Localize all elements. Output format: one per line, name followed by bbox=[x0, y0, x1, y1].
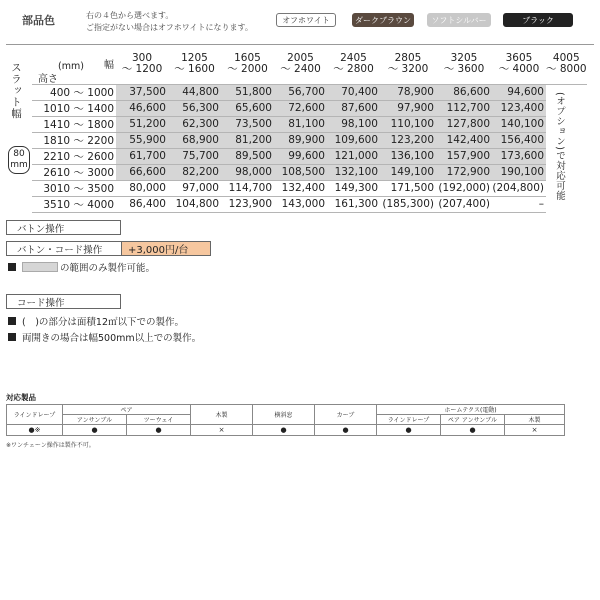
price-table-body bbox=[6, 84, 587, 212]
price-cell: 157,900 bbox=[436, 148, 492, 164]
price-cell: 62,300 bbox=[168, 116, 221, 132]
baton-section-title: バトン操作 bbox=[6, 220, 121, 235]
row-height-label: 2610 ～ 3000 bbox=[32, 164, 116, 180]
price-cell: 97,000 bbox=[168, 180, 221, 196]
slat-width-label: スラット幅 bbox=[10, 62, 22, 120]
compat-header: 木製 bbox=[191, 405, 253, 425]
col-header: 4005 ～ 8000 bbox=[546, 53, 587, 84]
price-cell: 142,400 bbox=[436, 132, 492, 148]
row-height-label: 1410 ～ 1800 bbox=[32, 116, 116, 132]
price-cell: 51,800 bbox=[221, 84, 274, 100]
price-cell: 86,400 bbox=[116, 196, 168, 212]
price-cell: 81,200 bbox=[221, 132, 274, 148]
compat-header: ラインドレープ bbox=[7, 405, 63, 425]
price-cell: 172,900 bbox=[436, 164, 492, 180]
col-header: 300 ～ 1200 bbox=[116, 53, 168, 84]
price-cell: 56,300 bbox=[168, 100, 221, 116]
bullet-icon bbox=[8, 333, 16, 341]
compat-mark-row bbox=[7, 425, 565, 436]
color-swatch-black: ブラック bbox=[503, 13, 573, 27]
cord-section-title: コード操作 bbox=[6, 294, 121, 309]
price-cell: 104,800 bbox=[168, 196, 221, 212]
price-cell: 73,500 bbox=[221, 116, 274, 132]
price-cell: 94,600 bbox=[492, 84, 546, 100]
cord-note-1-text: ( )の部分は面積12㎡以下での製作。 bbox=[22, 317, 185, 328]
price-cell: 56,700 bbox=[274, 84, 327, 100]
price-cell: 89,900 bbox=[274, 132, 327, 148]
price-cell: 98,100 bbox=[327, 116, 380, 132]
price-cell: 70,400 bbox=[327, 84, 380, 100]
compat-mark: ● bbox=[253, 425, 315, 436]
price-cell: 80,000 bbox=[116, 180, 168, 196]
compat-mark: ● bbox=[63, 425, 127, 436]
price-cell: 87,600 bbox=[327, 100, 380, 116]
color-note-line2: ご指定がない場合はオフホワイトになります。 bbox=[86, 23, 253, 32]
compat-subheader: ラインドレープ bbox=[377, 415, 441, 425]
price-cell: (207,400) bbox=[436, 196, 492, 212]
compat-mark: ● bbox=[127, 425, 191, 436]
col-header: 3205 ～ 3600 bbox=[436, 53, 492, 84]
corner-unit: (mm) bbox=[58, 61, 84, 72]
option-available-label: (オプション)で対応可能 bbox=[554, 92, 565, 201]
price-cell: 66,600 bbox=[116, 164, 168, 180]
compat-subheader: アンサンブル bbox=[63, 415, 127, 425]
corner-cell bbox=[32, 53, 116, 84]
price-cell: 171,500 bbox=[380, 180, 436, 196]
price-cell: (204,800) bbox=[492, 182, 544, 194]
cord-note-1 bbox=[8, 314, 184, 328]
row-pad bbox=[6, 132, 32, 148]
table-row bbox=[6, 148, 587, 164]
row-height-label: 1010 ～ 1400 bbox=[32, 100, 116, 116]
price-cell: 112,700 bbox=[436, 100, 492, 116]
price-cell: 110,100 bbox=[380, 116, 436, 132]
table-row bbox=[6, 164, 587, 180]
compat-subheader: 木製 bbox=[505, 415, 565, 425]
compat-mark: ●※ bbox=[7, 425, 63, 436]
baton-note bbox=[8, 260, 155, 274]
compat-table bbox=[6, 404, 565, 436]
price-cell: 136,100 bbox=[380, 148, 436, 164]
price-cell: 108,500 bbox=[274, 164, 327, 180]
price-cell: 98,000 bbox=[221, 164, 274, 180]
color-swatch-dark-brown: ダークブラウン bbox=[352, 13, 414, 27]
compat-header-row bbox=[7, 405, 565, 415]
price-cell: 127,800 bbox=[436, 116, 492, 132]
color-swatch-off-white: オフホワイト bbox=[276, 13, 336, 27]
corner-height: 高さ bbox=[38, 74, 58, 85]
gray-range-sample bbox=[22, 262, 58, 272]
row-pad bbox=[6, 84, 32, 100]
row-pad bbox=[6, 164, 32, 180]
price-cell: 161,300 bbox=[327, 196, 380, 212]
price-cell: 156,400 bbox=[492, 132, 546, 148]
price-cell: 46,600 bbox=[116, 100, 168, 116]
price-cell: 61,700 bbox=[116, 148, 168, 164]
col-header: 2005 ～ 2400 bbox=[274, 53, 327, 84]
price-cell: – bbox=[492, 196, 546, 212]
price-cell: 121,000 bbox=[327, 148, 380, 164]
price-cell: 89,500 bbox=[221, 148, 274, 164]
price-cell: 44,800 bbox=[168, 84, 221, 100]
cord-note-2 bbox=[8, 330, 201, 344]
col-header: 3605 ～ 4000 bbox=[492, 53, 546, 84]
price-cell: 143,000 bbox=[274, 196, 327, 212]
table-row bbox=[6, 84, 587, 100]
price-cell: 65,600 bbox=[221, 100, 274, 116]
price-cell: 132,100 bbox=[327, 164, 380, 180]
price-cell: 190,100 bbox=[492, 164, 546, 180]
row-height-label: 2210 ～ 2600 bbox=[32, 148, 116, 164]
slat-size-unit: mm bbox=[10, 160, 28, 170]
compat-mark: ● bbox=[377, 425, 441, 436]
col-header: 2405 ～ 2800 bbox=[327, 53, 380, 84]
slat-size-value: 80 bbox=[13, 149, 25, 159]
price-cell: 149,300 bbox=[327, 180, 380, 196]
price-cell: 75,700 bbox=[168, 148, 221, 164]
compat-header: 横斜窓 bbox=[253, 405, 315, 425]
color-note-line1: 右の４色から選べます。 bbox=[86, 11, 174, 20]
baton-cord-operation-label: バトン・コード操作 bbox=[6, 241, 121, 256]
bullet-icon bbox=[8, 317, 16, 325]
price-cell: 78,900 bbox=[380, 84, 436, 100]
col-header: 1605 ～ 2000 bbox=[221, 53, 274, 84]
row-pad bbox=[6, 148, 32, 164]
price-cell: 140,100 bbox=[492, 116, 546, 132]
price-cell: 149,100 bbox=[380, 164, 436, 180]
price-table bbox=[6, 53, 587, 213]
price-cell: (185,300) bbox=[380, 196, 436, 212]
price-cell: 51,200 bbox=[116, 116, 168, 132]
compat-mark: × bbox=[505, 425, 565, 436]
price-cell: 114,700 bbox=[221, 180, 274, 196]
corner-width: 幅 bbox=[104, 60, 114, 71]
price-cell: 132,400 bbox=[274, 180, 327, 196]
price-cell: 123,200 bbox=[380, 132, 436, 148]
price-cell: 173,600 bbox=[492, 148, 546, 164]
divider bbox=[6, 44, 594, 45]
row-height-label: 400 ～ 1000 bbox=[32, 84, 116, 100]
parts-color-label: 部品色 bbox=[22, 14, 55, 27]
bullet-icon bbox=[8, 263, 16, 271]
compat-subheader: ペア アンサンブル bbox=[441, 415, 505, 425]
row-height-label: 3010 ～ 3500 bbox=[32, 180, 116, 196]
row-pad bbox=[6, 180, 32, 196]
price-cell: (192,000) bbox=[436, 180, 492, 196]
price-cell: 37,500 bbox=[116, 84, 168, 100]
table-row bbox=[6, 116, 587, 132]
price-table-header-row bbox=[6, 53, 587, 84]
table-row bbox=[6, 100, 587, 116]
price-cell: 72,600 bbox=[274, 100, 327, 116]
compat-title: 対応製品 bbox=[6, 393, 36, 402]
cord-note-2-text: 両開きの場合は幅500mm以上での製作。 bbox=[22, 333, 202, 344]
price-cell: 86,600 bbox=[436, 84, 492, 100]
compat-mark: ● bbox=[315, 425, 377, 436]
price-cell: 81,100 bbox=[274, 116, 327, 132]
price-cell: 123,900 bbox=[221, 196, 274, 212]
table-row bbox=[6, 196, 587, 212]
color-swatch-soft-silver: ソフトシルバー bbox=[427, 13, 491, 27]
row-height-label: 3510 ～ 4000 bbox=[32, 196, 116, 212]
price-cell: 82,200 bbox=[168, 164, 221, 180]
price-cell: 123,400 bbox=[492, 100, 546, 116]
row-height-label: 1810 ～ 2200 bbox=[32, 132, 116, 148]
compat-header: カーブ bbox=[315, 405, 377, 425]
price-cell: 109,600 bbox=[327, 132, 380, 148]
baton-price: +3,000円/台 bbox=[121, 241, 211, 256]
compat-mark: ● bbox=[441, 425, 505, 436]
price-cell: 97,900 bbox=[380, 100, 436, 116]
price-cell: 99,600 bbox=[274, 148, 327, 164]
price-cell: 55,900 bbox=[116, 132, 168, 148]
row-pad bbox=[6, 196, 32, 212]
compat-footnote: ※ワンチェーン操作は製作不可。 bbox=[6, 442, 95, 449]
row-pad bbox=[6, 100, 32, 116]
baton-note-text: の範囲のみ製作可能。 bbox=[60, 263, 156, 274]
col-header: 1205 ～ 1600 bbox=[168, 53, 221, 84]
compat-header: ホームテクス(電動) bbox=[377, 405, 565, 415]
row-pad bbox=[6, 116, 32, 132]
compat-subheader: ツーウェイ bbox=[127, 415, 191, 425]
col-header: 2805 ～ 3200 bbox=[380, 53, 436, 84]
compat-mark: × bbox=[191, 425, 253, 436]
table-row bbox=[6, 132, 587, 148]
table-row bbox=[6, 180, 587, 196]
compat-header: ペア bbox=[63, 405, 191, 415]
price-cell: 68,900 bbox=[168, 132, 221, 148]
